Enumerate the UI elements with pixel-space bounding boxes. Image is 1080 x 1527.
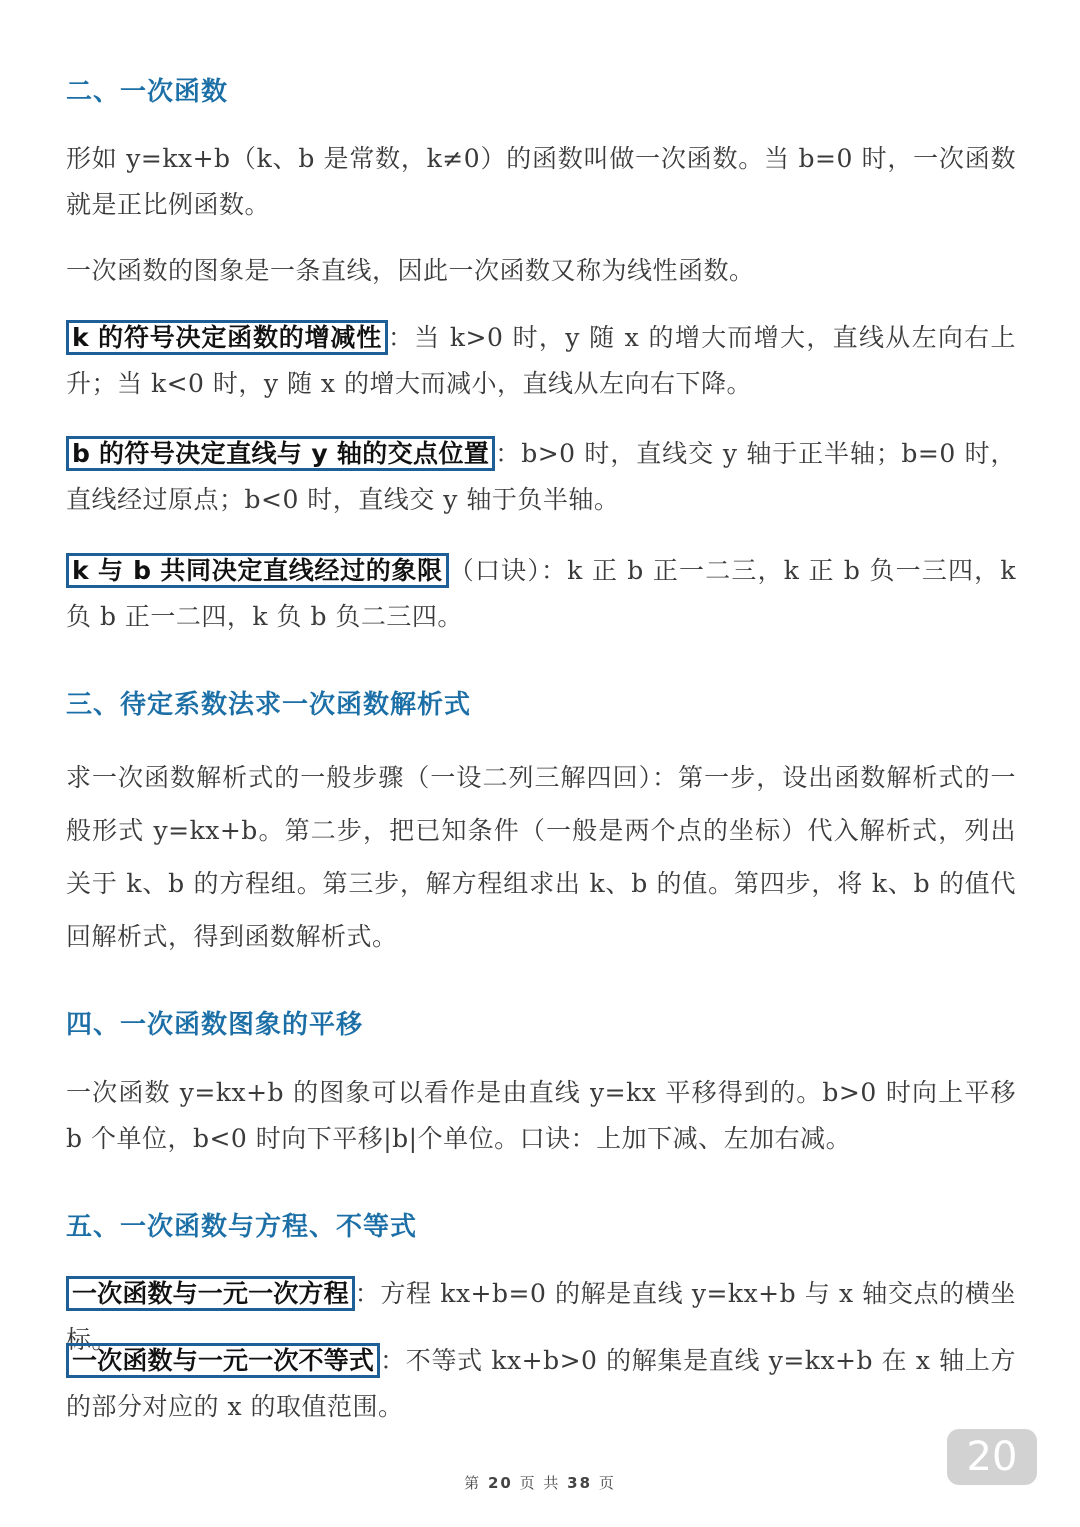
boxed-term-k-b-quadrants: k 与 b 共同决定直线经过的象限 bbox=[66, 553, 449, 588]
equation-text: ：方程 kx+b=0 的解是直线 y=kx+b 与 x 轴交点的横坐标。 bbox=[66, 1279, 1016, 1354]
paragraph-b-sign bbox=[66, 431, 1016, 523]
boxed-term-b-sign: b 的符号决定直线与 y 轴的交点位置 bbox=[66, 436, 495, 471]
boxed-term-k-sign: k 的符号决定函数的增减性 bbox=[66, 320, 388, 355]
footer-prefix: 第 bbox=[464, 1474, 482, 1492]
page-number-badge: 20 bbox=[947, 1429, 1037, 1485]
paragraph-k-b-quadrants bbox=[66, 548, 1016, 640]
boxed-term-inequality: 一次函数与一元一次不等式 bbox=[66, 1343, 380, 1378]
footer-middle: 页 共 bbox=[519, 1474, 561, 1492]
section-heading-linear-function: 二、一次函数 bbox=[66, 77, 229, 107]
inequality-text: ：不等式 kx+b>0 的解集是直线 y=kx+b 在 x 轴上方的部分对应的 x 的取值范围。 bbox=[66, 1346, 1016, 1421]
section-heading-translation: 四、一次函数图象的平移 bbox=[66, 1010, 364, 1040]
footer-total-pages: 38 bbox=[567, 1474, 593, 1492]
paragraph-definition: 形如 y=kx+b（k、b 是常数，k≠0）的函数叫做一次函数。当 b=0 时，一次函数就是正比例函数。 bbox=[66, 144, 1016, 219]
paragraph-graph-is-line: 一次函数的图象是一条直线，因此一次函数又称为线性函数。 bbox=[66, 256, 755, 285]
k-b-quadrants-text: （口诀）：k 正 b 正一二三，k 正 b 负一三四，k 负 b 正一二四，k 负 b 负二三四。 bbox=[66, 556, 1016, 631]
section-heading-equations-inequalities: 五、一次函数与方程、不等式 bbox=[66, 1212, 418, 1242]
paragraph-translation: 一次函数 y=kx+b 的图象可以看作是由直线 y=kx 平移得到的。b>0 时向上平移 b 个单位，b<0 时向下平移|b|个单位。口诀：上加下减、左加右减。 bbox=[66, 1078, 1016, 1153]
footer-current-page: 20 bbox=[487, 1474, 513, 1492]
footer-suffix: 页 bbox=[598, 1474, 616, 1492]
paragraph-solution-steps: 求一次函数解析式的一般步骤（一设二列三解四回）：第一步，设出函数解析式的一般形式 y=kx+b。第二步，把已知条件（一般是两个点的坐标）代入解析式，列出关于 k、b 的方程组。第三步，解方程组求出 k、b 的值。第四步，将 k、b 的值代回解析式，得到函数解析式。 bbox=[66, 763, 1016, 951]
b-sign-text: ：b>0 时，直线交 y 轴于正半轴；b=0 时，直线经过原点；b<0 时，直线交 y 轴于负半轴。 bbox=[66, 439, 1016, 514]
k-sign-text: ：当 k>0 时，y 随 x 的增大而增大，直线从左向右上升；当 k<0 时，y 随 x 的增大而减小，直线从左向右下降。 bbox=[66, 323, 1016, 398]
paragraph-k-sign bbox=[66, 315, 1016, 407]
page-footer bbox=[0, 1472, 1080, 1493]
paragraph-inequality bbox=[66, 1338, 1016, 1430]
section-heading-undetermined-coefficients: 三、待定系数法求一次函数解析式 bbox=[66, 690, 472, 720]
boxed-term-equation: 一次函数与一元一次方程 bbox=[66, 1276, 355, 1311]
